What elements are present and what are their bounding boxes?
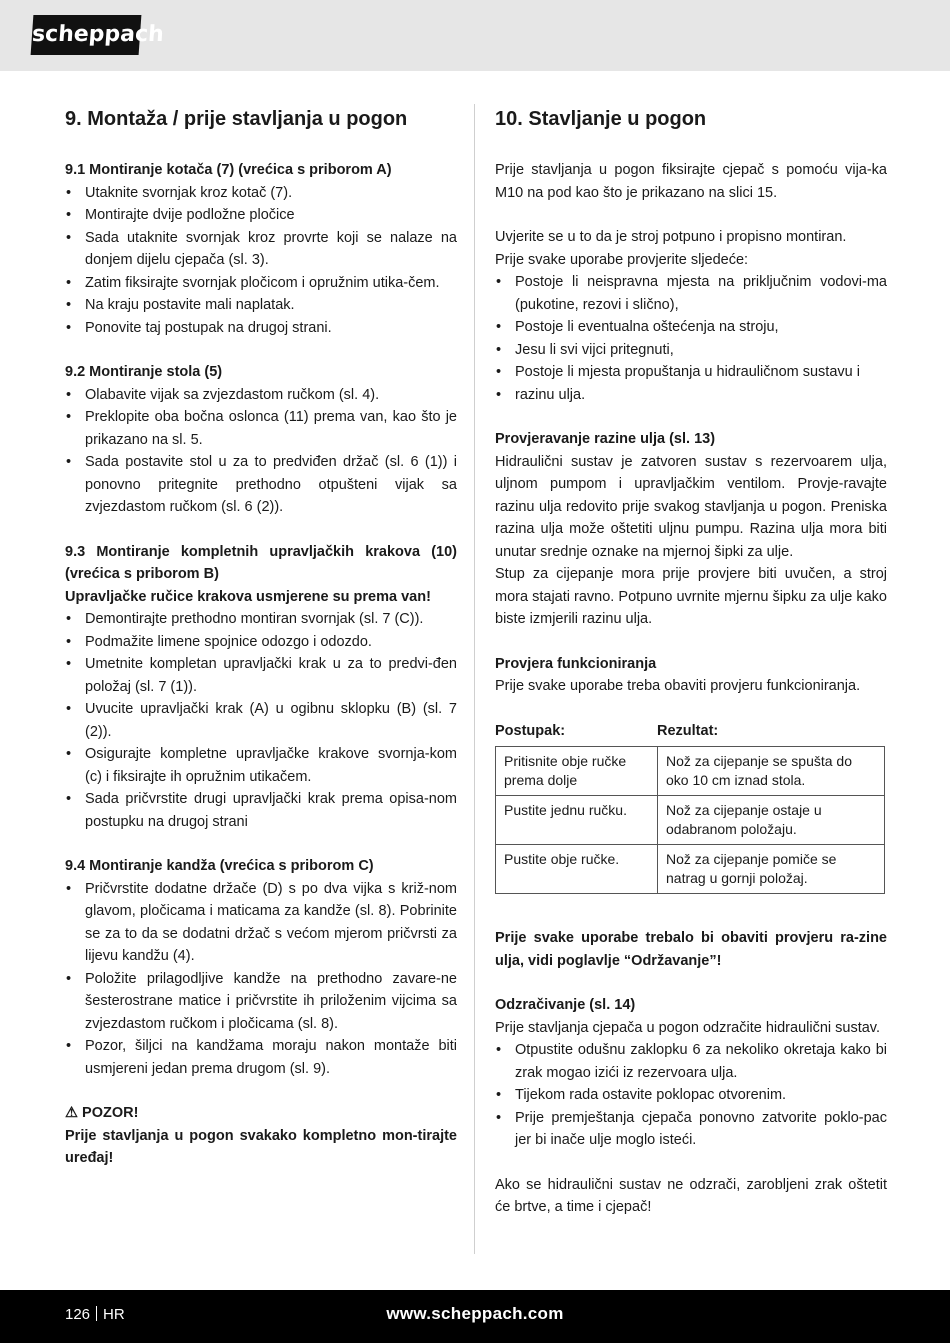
list-item: • Jesu li svi vijci pritegnuti, — [495, 339, 887, 362]
procedure-column-header: Postupak: — [495, 722, 566, 739]
section-9-1-heading: 9.1 Montiranje kotača (7) (vrećica s priborom A) — [65, 162, 392, 178]
table-cell: Nož za cijepanje ostaje u odabranom položaju. — [658, 796, 885, 845]
column-divider — [474, 104, 475, 1254]
check-list — [495, 271, 887, 406]
section-9-4-heading: 9.4 Montiranje kandža (vrećica s priborom C) — [65, 858, 374, 874]
section-9-3-list — [65, 608, 457, 833]
section-10-title: 10. Stavljanje u pogon — [495, 108, 707, 130]
page-header — [0, 0, 950, 71]
right-column — [495, 106, 887, 1219]
list-item: • Pozor, šiljci na kandžama moraju nakon montaže biti usmjereni jedan prema drugom (sl. 9). — [65, 1035, 457, 1080]
table-row — [496, 845, 885, 894]
list-item: • Sada postavite stol u za to predviđen držač (sl. 6 (1)) i ponovno pritegnite prethodno otpušteni vijak sa zvjezdastom ručkom (sl. 6 (2)). — [65, 451, 457, 519]
list-item: • Pričvrstite dodatne držače (D) s po dva vijka s križ-nom glavom, pločicama i maticama za kandže (sl. 8). Pobrinite se za to da se dodatni držač s većom mjerom pričvrsti za lijevu kandžu (4). — [65, 878, 457, 968]
scheppach-logo: scheppach — [31, 15, 142, 55]
oil-check-text-1: Hidraulični sustav je zatvoren sustav s rezervoarem ulja, uljnom pumpom i upravljačkim ventilom. Provje-ravajte razinu ulja redovito prije svakog stavljanja u pogon. Preniska razina ulja može oštetiti uljnu pumpu. Razina ulja mora biti unutar srednje oznake na mjernoj šipki za ulje. — [495, 453, 887, 560]
list-item: • Na kraju postavite mali naplatak. — [65, 294, 457, 317]
table-cell: Pritisnite obje ručke prema dolje — [496, 747, 658, 796]
list-item: • Montirajte dvije podložne pločice — [65, 204, 457, 227]
list-item: • Položite prilagodljive kandže na prethodno zavare-ne šesterostrane matice i pričvrstite ih priloženim vijcima sa zvjezdastom ručkom i pločicama (sl. 8). — [65, 968, 457, 1036]
list-item: • Demontirajte prethodno montiran svornjak (sl. 7 (C)). — [65, 608, 457, 631]
list-item: • Osigurajte kompletne upravljačke krakove svornja-kom (c) i fiksirajte ih opružnim utikačem. — [65, 743, 457, 788]
table-cell: Nož za cijepanje pomiče se natrag u gornji položaj. — [658, 845, 885, 894]
check-text-2: Prije svake uporabe provjerite sljedeće: — [495, 251, 749, 268]
intro-text: Prije stavljanja u pogon fiksirajte cjepač s pomoću vija-ka M10 na pod kao što je prikazano na slici 15. — [495, 162, 887, 201]
list-item: • Podmažite limene spojnice odozgo i odozdo. — [65, 631, 457, 654]
table-cell: Pustite obje ručke. — [496, 845, 658, 894]
list-item: • Ponovite taj postupak na drugoj strani. — [65, 317, 457, 340]
list-item: • Umetnite kompletan upravljački krak u za to predvi-đen položaj (sl. 7 (1)). — [65, 653, 457, 698]
result-column-header: Rezultat: — [657, 722, 719, 739]
procedure-table-header — [495, 720, 887, 743]
section-9-2-heading: 9.2 Montiranje stola (5) — [65, 364, 223, 380]
section-9-title: 9. Montaža / prije stavljanja u pogon — [65, 108, 408, 130]
list-item: • razinu ulja. — [495, 384, 887, 407]
table-cell: Nož za cijepanje se spušta do oko 10 cm iznad stola. — [658, 747, 885, 796]
website-url: www.scheppach.com — [386, 1304, 564, 1323]
list-item: • Postoje li eventualna oštećenja na stroju, — [495, 316, 887, 339]
maintenance-note: Prije svake uporabe trebalo bi obaviti provjeru ra-zine ulja, vidi poglavlje “Održavanje”! — [495, 930, 887, 969]
page-footer — [0, 1290, 950, 1343]
page-number-value: 126 — [65, 1306, 91, 1323]
section-9-1-list — [65, 182, 457, 340]
function-check-text: Prije svake uporabe treba obaviti provjeru funkcioniranja. — [495, 678, 861, 694]
section-9-3-note: Upravljačke ručice krakova usmjerene su prema van! — [65, 588, 431, 605]
left-column — [65, 106, 457, 1170]
list-item: • Olabavite vijak sa zvjezdastom ručkom (sl. 4). — [65, 384, 457, 407]
table-cell: Pustite jednu ručku. — [496, 796, 658, 845]
oil-check-text-2: Stup za cijepanje mora prije provjere biti uvučen, a stroj mora stajati ravno. Potpuno uvrnite mjernu šipku za ulje kako biste izmjerili razinu ulja. — [495, 566, 887, 627]
table-row — [496, 796, 885, 845]
section-9-2-list — [65, 384, 457, 519]
warning-title: ⚠ POZOR! — [65, 1105, 139, 1121]
list-item: • Postoje li neispravna mjesta na priključnim vodovi-ma (pukotine, rezovi i slično), — [495, 271, 887, 316]
list-item: • Sada utaknite svornjak kroz provrte koji se nalaze na donjem dijelu cjepača (sl. 3). — [65, 227, 457, 272]
oil-check-heading: Provjeravanje razine ulja (sl. 13) — [495, 431, 716, 447]
list-item: • Utaknite svornjak kroz kotač (7). — [65, 182, 457, 205]
final-note: Ako se hidraulični sustav ne odzrači, zarobljeni zrak oštetit će brtve, a time i cjepač! — [495, 1176, 887, 1215]
list-item: • Preklopite oba bočna oslonca (11) prema van, kao što je prikazano na sl. 5. — [65, 406, 457, 451]
section-9-4-list — [65, 878, 457, 1081]
section-9-3-heading: 9.3 Montiranje kompletnih upravljačkih krakova (10) (vrećica s priborom B) — [65, 543, 457, 582]
check-text-1: Uvjerite se u to da je stroj potpuno i propisno montiran. — [495, 229, 847, 245]
procedure-table — [495, 746, 885, 894]
warning-text: Prije stavljanja u pogon svakako kompletno mon-tirajte uređaj! — [65, 1127, 457, 1166]
table-row — [496, 747, 885, 796]
venting-heading: Odzračivanje (sl. 14) — [495, 997, 636, 1013]
venting-text: Prije stavljanja cjepača u pogon odzračite hidraulični sustav. — [495, 1019, 881, 1036]
list-item: • Otpustite odušnu zaklopku 6 za nekoliko okretaja kako bi zrak mogao izići iz rezervoara ulja. — [495, 1039, 887, 1084]
list-item: • Prije premještanja cjepača ponovno zatvorite poklo-pac jer bi inače ulje moglo isteći. — [495, 1107, 887, 1152]
venting-list — [495, 1039, 887, 1152]
list-item: • Tijekom rada ostavite poklopac otvorenim. — [495, 1084, 887, 1107]
list-item: • Postoje li mjesta propuštanja u hidrauličnom sustavu i — [495, 361, 887, 384]
list-item: • Uvucite upravljački krak (A) u ogibnu sklopku (B) (sl. 7 (2)). — [65, 698, 457, 743]
function-check-heading: Provjera funkcioniranja — [495, 655, 657, 672]
language-code: HR — [103, 1306, 125, 1323]
list-item: • Zatim fiksirajte svornjak pločicom i opružnim utika-čem. — [65, 272, 457, 295]
list-item: • Sada pričvrstite drugi upravljački krak prema opisa-nom postupku na drugoj strani — [65, 788, 457, 833]
